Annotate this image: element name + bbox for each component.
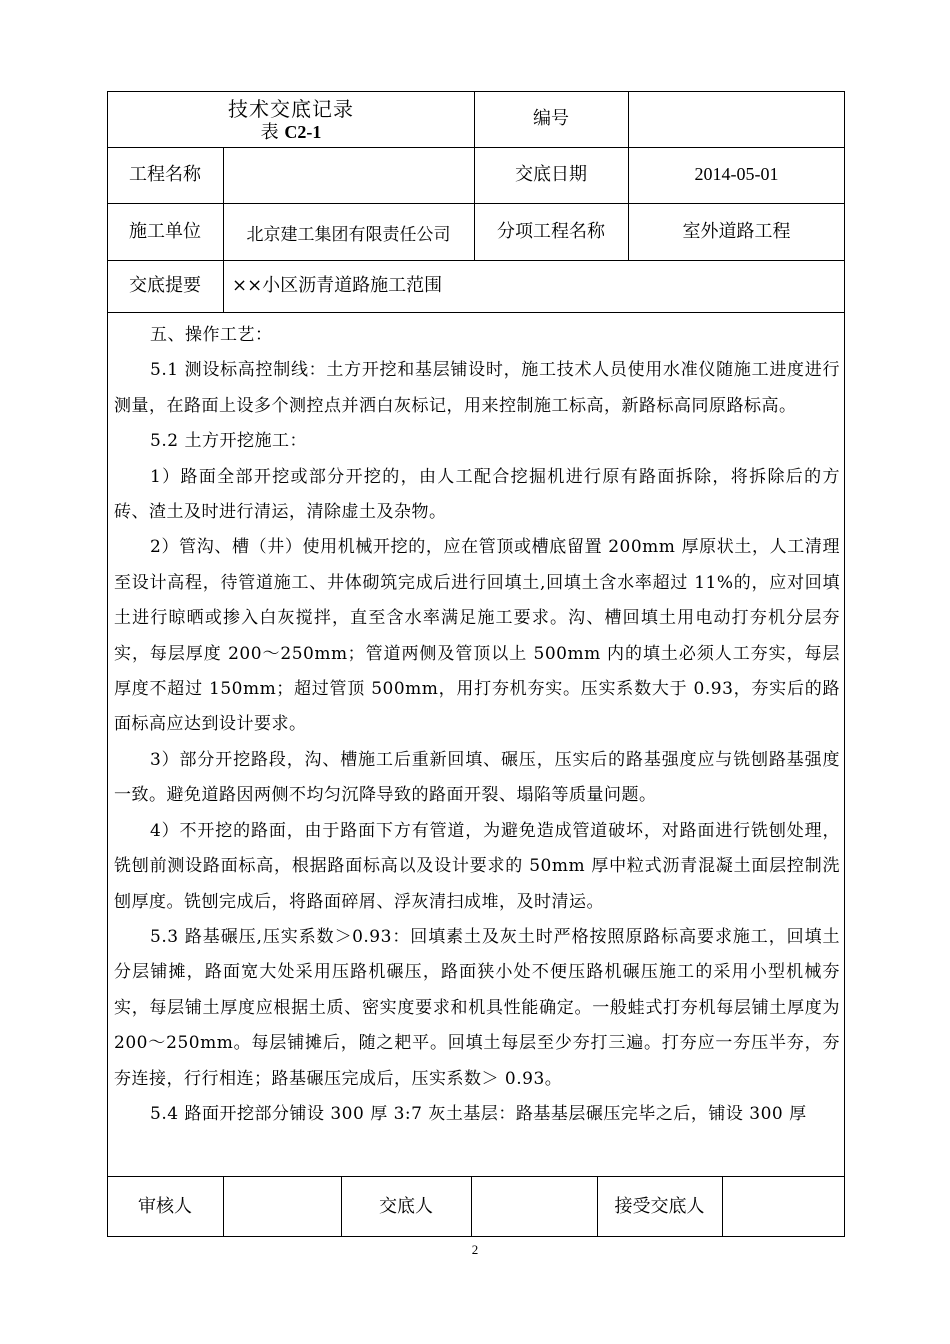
receiver-label: 接受交底人 — [614, 1195, 705, 1217]
form-code-prefix: 表 — [260, 122, 285, 143]
content-paragraph: 5.4 路面开挖部分铺设 300 厚 3:7 灰土基层：路基基层碾压完毕之后，铺设 300 厚 — [150, 1103, 807, 1124]
discloser-label: 交底人 — [379, 1195, 433, 1217]
discloser-value — [471, 1176, 597, 1237]
subproject-label: 分项工程名称 — [497, 220, 605, 242]
receiver-value — [722, 1176, 845, 1237]
disclosure-content — [114, 318, 840, 1132]
contractor-label: 施工单位 — [129, 220, 201, 242]
content-paragraph: 5.3 路基碾压,压实系数＞0.93：回填素土及灰土时严格按照原路标高要求施工，回填土分层铺摊，路面宽大处采用压路机碾压，路面狭小处不便压路机碾压施工的采用小型机械夯实，每层铺土厚度应根据土质、密实度要求和机具性能确定。一般蛙式打夯机每层铺土厚度为 200～250mm。每层铺摊后，随之耙平。回填土每层至少夯打三遍。打夯应一夯压半夯，夯夯连接，行行相连；路基碾压完成后，压实系数＞ 0.93。 — [114, 926, 840, 1089]
form-code — [108, 118, 474, 144]
content-paragraph: 4）不开挖的路面，由于路面下方有管道，为避免造成管道破坏，对路面进行铣刨处理，铣刨前测设路面标高，根据路面标高以及设计要求的 50mm 厚中粒式沥青混凝土面层控制洗刨厚度。铣刨完成后，将路面碎屑、浮灰清扫成堆，及时清运。 — [114, 820, 840, 912]
form-title-block — [108, 91, 474, 147]
summary-label: 交底提要 — [129, 275, 201, 297]
content-paragraph: 五、操作工艺： — [150, 325, 273, 345]
content-paragraph: 5.1 测设标高控制线：土方开挖和基层铺设时，施工技术人员使用水准仪随施工进度进行测量，在路面上设多个测控点并洒白灰标记，用来控制施工标高，新路标高同原路标高。 — [114, 360, 840, 416]
page-number: 2 — [471, 1242, 479, 1257]
summary-value: ××小区沥青道路施工范围 — [232, 275, 443, 297]
reviewer-value — [223, 1176, 341, 1237]
date-value: 2014-05-01 — [694, 164, 779, 185]
row-divider — [107, 312, 845, 313]
subproject-value: 室外道路工程 — [682, 220, 791, 242]
content-paragraph: 1）路面全部开挖或部分开挖的，由人工配合挖掘机进行原有路面拆除，将拆除后的方砖、渣土及时进行清运，清除虚土及杂物。 — [114, 466, 840, 523]
project-name-label: 工程名称 — [129, 164, 201, 186]
number-value — [628, 91, 845, 147]
content-paragraph: 5.2 土方开挖施工： — [150, 431, 307, 452]
reviewer-label: 审核人 — [138, 1195, 192, 1217]
content-paragraph: 2）管沟、槽（井）使用机械开挖的，应在管顶或槽底留置 200mm 厚原状土，人工清理至设计高程，待管道施工、井体砌筑完成后进行回填土,回填土含水率超过 11%的，应对回填土进行晾晒或掺入白灰搅拌，直至含水率满足施工要求。沟、槽回填土用电动打夯机分层夯实，每层厚度 200～250mm；管道两侧及管顶以上 500mm 内的填土必须人工夯实，每层厚度不超过 150mm；超过管顶 500mm，用打夯机夯实。压实系数大于 0.93，夯实后的路面标高应达到设计要求。 — [114, 537, 840, 735]
form-title: 技术交底记录 — [228, 97, 354, 121]
number-label: 编号 — [533, 108, 569, 130]
contractor-value: 北京建工集团有限责任公司 — [246, 225, 451, 246]
project-name-value — [223, 147, 474, 203]
content-paragraph: 3）部分开挖路段，沟、槽施工后重新回填、碾压，压实后的路基强度应与铣刨路基强度一致。避免道路因两侧不均匀沉降导致的路面开裂、塌陷等质量问题。 — [114, 749, 840, 806]
form-code-value: C2-1 — [284, 122, 322, 142]
date-label: 交底日期 — [515, 164, 587, 186]
